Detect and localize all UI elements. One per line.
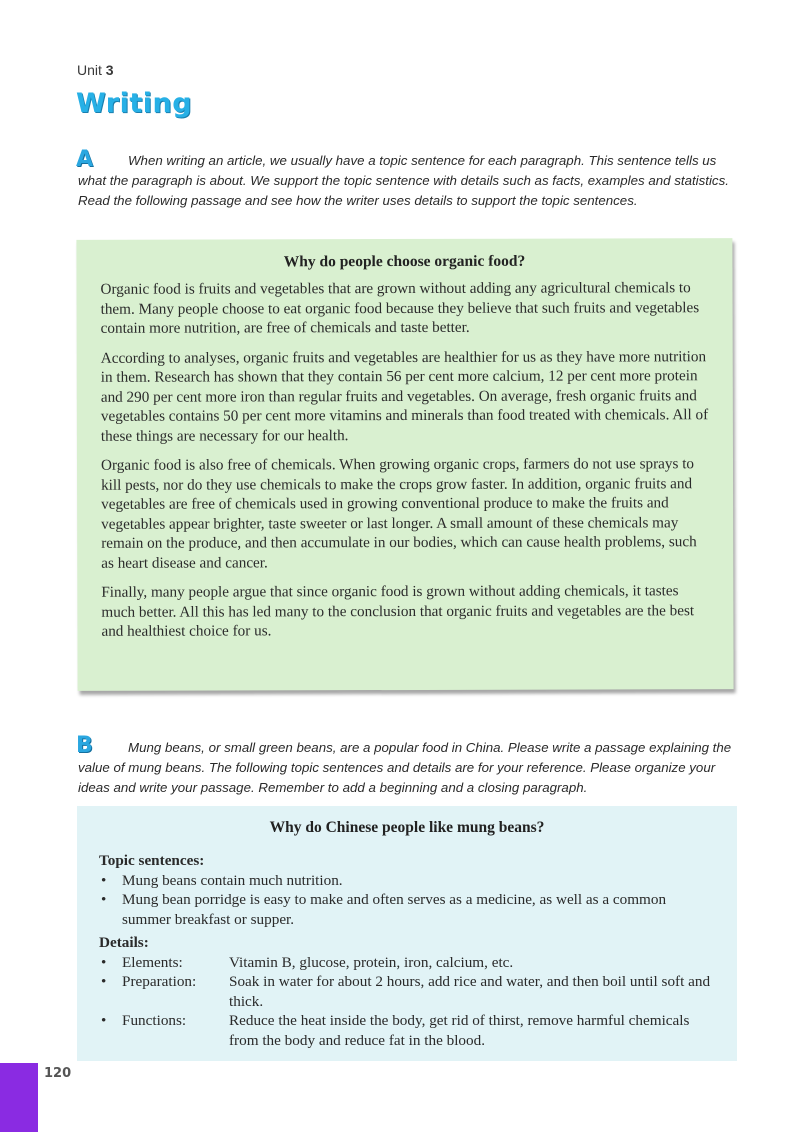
passage-paragraph: Organic food is fruits and vegetables that are grown without adding any agricultural chemicals to them. Many people choose to eat organic food because they believe that such fruits and vegetables contain more nutrition, are free of chemicals and taste better. (100, 279, 700, 337)
bullet-icon: • (101, 953, 107, 971)
list-item (77, 972, 737, 1011)
detail-term: Elements: (122, 953, 183, 971)
detail-text: Soak in water for about 2 hours, add rice and water, and then boil until soft and thick. (229, 973, 711, 1010)
bullet-icon: • (101, 1012, 107, 1029)
section-b-letter-icon: B (76, 733, 93, 758)
topic-sentence: Mung bean porridge is easy to make and often serves as a medicine, as well as a common summer breakfast or supper. (122, 891, 667, 928)
topic-sentences-label: Topic sentences: (99, 852, 205, 869)
passage-paragraph: Organic food is also free of chemicals. When growing organic crops, farmers do not use sprays to kill pests, nor do they use chemicals to make the crops grow faster. In addition, organic fruits and vegetables are free of chemicals used in growing conventional produce to make the fruits and vegetables appear brighter, taste sweeter or last longer. A small amount of these chemicals may remain on the produce, and then accumulate in our bodies, which can cause health problems, such as heart disease and cancer. (100, 455, 697, 572)
detail-term: Preparation: (122, 973, 197, 990)
section-a-letter-icon: A (76, 147, 94, 172)
bullet-icon: • (101, 891, 107, 908)
detail-term: Functions: (122, 1012, 187, 1029)
topic-sentences-list (77, 871, 737, 930)
bullet-icon: • (101, 871, 107, 889)
passage-title: Why do people choose organic food? (283, 252, 526, 271)
list-item (77, 1011, 737, 1050)
page-number: 120 (44, 1066, 72, 1081)
detail-text: Vitamin B, glucose, protein, iron, calcium, etc. (229, 953, 514, 971)
passage-paragraph: Finally, many people argue that since organic food is grown without adding chemicals, it tastes much better. All this has led many to the conclusion that organic fruits and vegetables are the best and healthiest choice for us. (101, 582, 695, 640)
page-edge-bar (0, 1063, 38, 1132)
unit-word: Unit (77, 62, 102, 78)
details-list (77, 953, 737, 1051)
unit-number: 3 (105, 62, 114, 78)
topic-sentence: Mung beans contain much nutrition. (122, 871, 343, 889)
mung-beans-reference-box (77, 806, 737, 1061)
organic-food-passage (76, 238, 733, 691)
list-item (77, 953, 737, 973)
section-title: Writing (76, 88, 193, 119)
list-item (77, 871, 737, 891)
section-a-instruction: When writing an article, we usually have a topic sentence for each paragraph. This sentence tells us what the paragraph is about. We support the topic sentence with details such as facts, examples and statistics. Read the following passage and see how the writer uses details to support the topic sentences. (78, 153, 729, 208)
bullet-icon: • (101, 973, 107, 990)
section-b-instruction: Mung beans, or small green beans, are a popular food in China. Please write a passage explaining the value of mung beans. The following topic sentences and details are for your reference. Please organize your ideas and write your passage. Remember to add a beginning and a closing paragraph. (78, 740, 732, 795)
unit-label (77, 62, 114, 78)
reference-box-title: Why do Chinese people like mung beans? (269, 819, 545, 836)
detail-text: Reduce the heat inside the body, get rid of thirst, remove harmful chemicals from the body and reduce fat in the blood. (229, 1012, 690, 1049)
details-label: Details: (99, 934, 149, 951)
list-item (77, 890, 737, 929)
passage-paragraph: According to analyses, organic fruits and vegetables are healthier for us as they have more nutrition in them. Research has shown that they contain 56 per cent more calcium, 12 per cent more protein and 290 per cent more iron than regular fruits and vegetables. On average, fresh organic fruits and vegetables contains 50 per cent more vitamins and minerals than food treated with chemicals. All of these things are necessary for our health. (100, 347, 709, 445)
